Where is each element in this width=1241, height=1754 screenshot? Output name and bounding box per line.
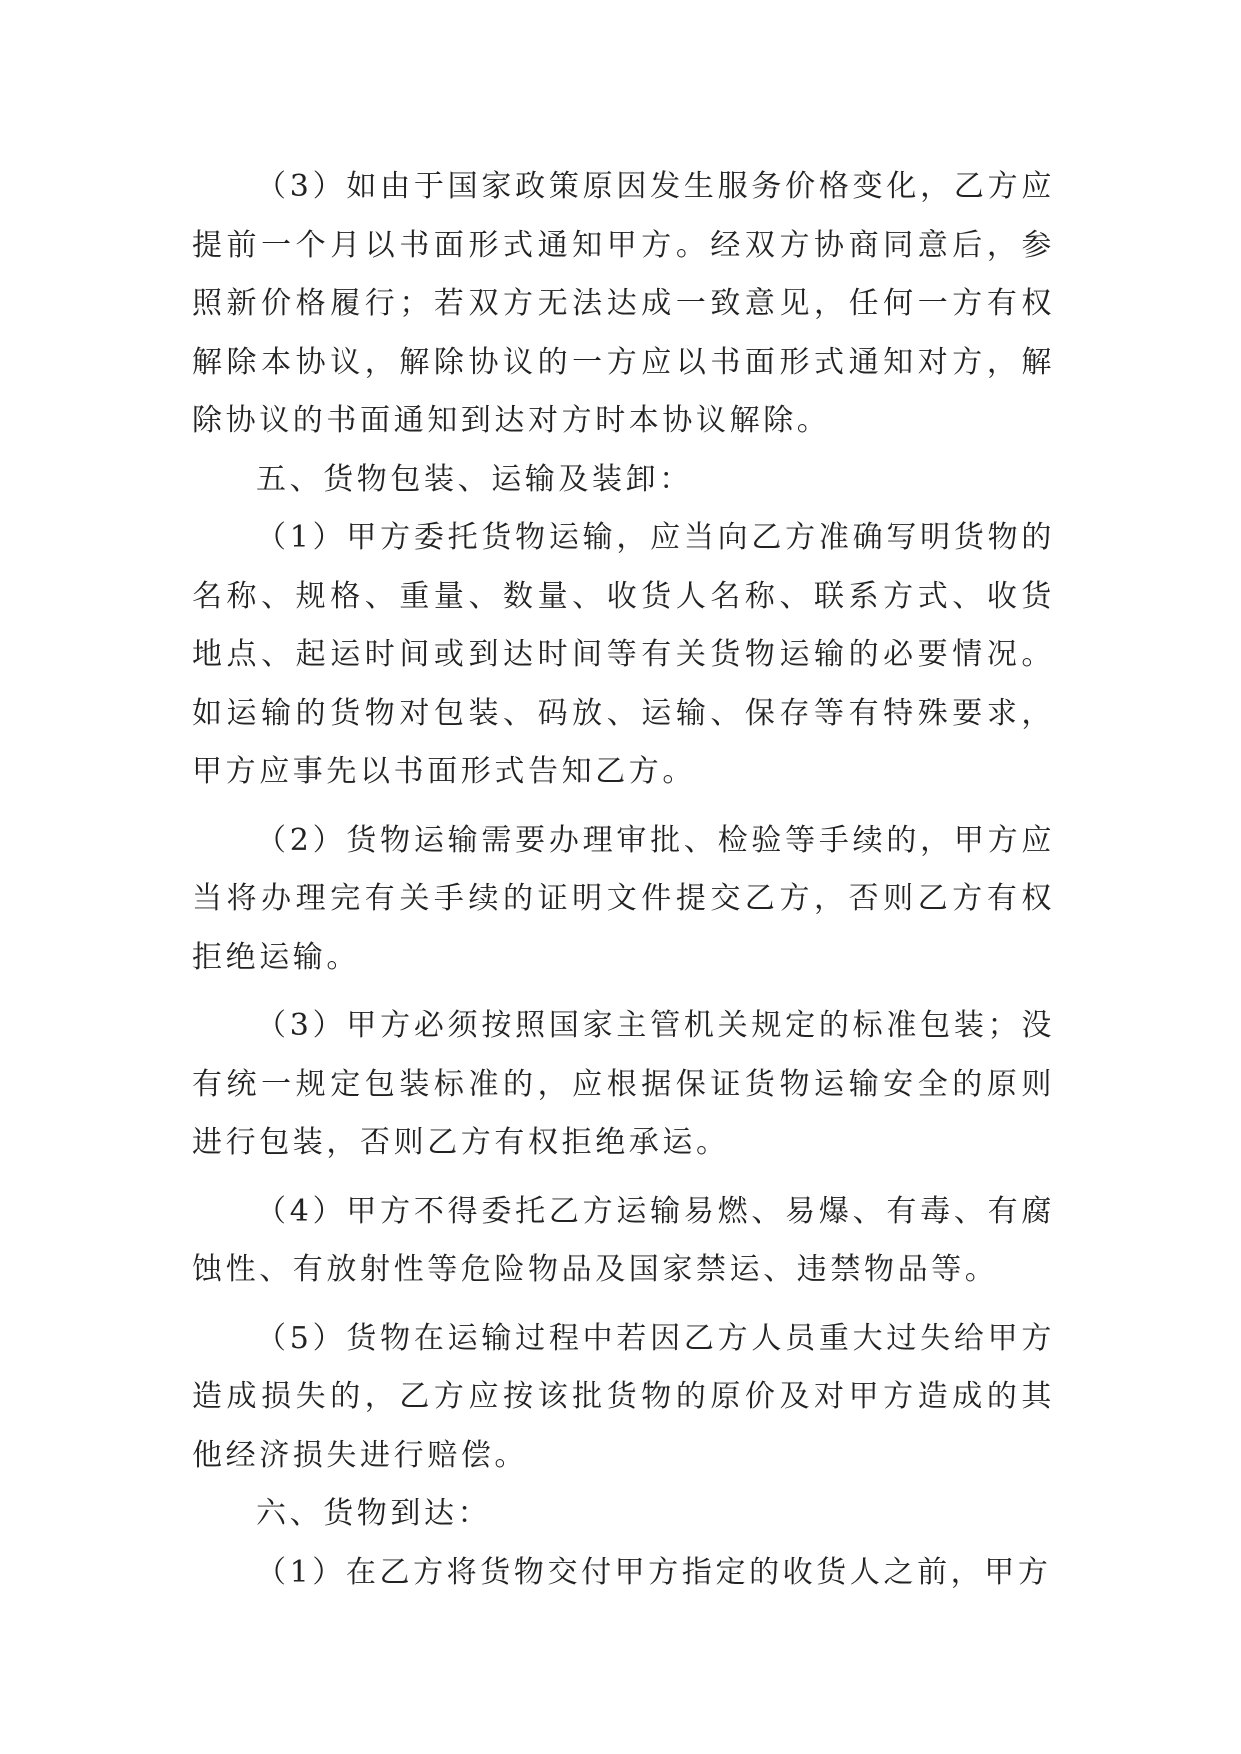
- section-heading-packaging: 五、货物包装、运输及装卸：: [256, 461, 693, 497]
- paragraph-consignment-info: （1）甲方委托货物运输，应当向乙方准确写明货物的名称、规格、重量、数量、收货人名称、联系方式、收货地点、起运时间或到达时间等有关货物运输的必要情况。如运输的货物对包装、码放、运输、保存等有特殊要求，甲方应事先以书面形式告知乙方。: [192, 520, 1055, 789]
- paragraph-delivery-before: （1）在乙方将货物交付甲方指定的收货人之前，甲方: [256, 1554, 1052, 1590]
- paragraph-dangerous-goods: （4）甲方不得委托乙方运输易燃、易爆、有毒、有腐蚀性、有放射性等危险物品及国家禁运、违禁物品等。: [192, 1193, 1055, 1287]
- paragraph-approval-procedures: （2）货物运输需要办理审批、检验等手续的，甲方应当将办理完有关手续的证明文件提交乙方，否则乙方有权拒绝运输。: [192, 822, 1055, 975]
- paragraph-packaging-standard: （3）甲方必须按照国家主管机关规定的标准包装；没有统一规定包装标准的，应根据保证货物运输安全的原则进行包装，否则乙方有权拒绝承运。: [192, 1008, 1055, 1160]
- paragraph-price-change: （3）如由于国家政策原因发生服务价格变化，乙方应提前一个月以书面形式通知甲方。经双方协商同意后，参照新价格履行；若双方无法达成一致意见，任何一方有权解除本协议，解除协议的一方应以书面形式通知对方，解除协议的书面通知到达对方时本协议解除。: [192, 169, 1055, 438]
- paragraph-loss-compensation: （5）货物在运输过程中若因乙方人员重大过失给甲方造成损失的，乙方应按该批货物的原价及对甲方造成的其他经济损失进行赔偿。: [192, 1320, 1055, 1473]
- section-heading-arrival: 六、货物到达：: [256, 1496, 492, 1531]
- document-body: [192, 158, 1055, 1602]
